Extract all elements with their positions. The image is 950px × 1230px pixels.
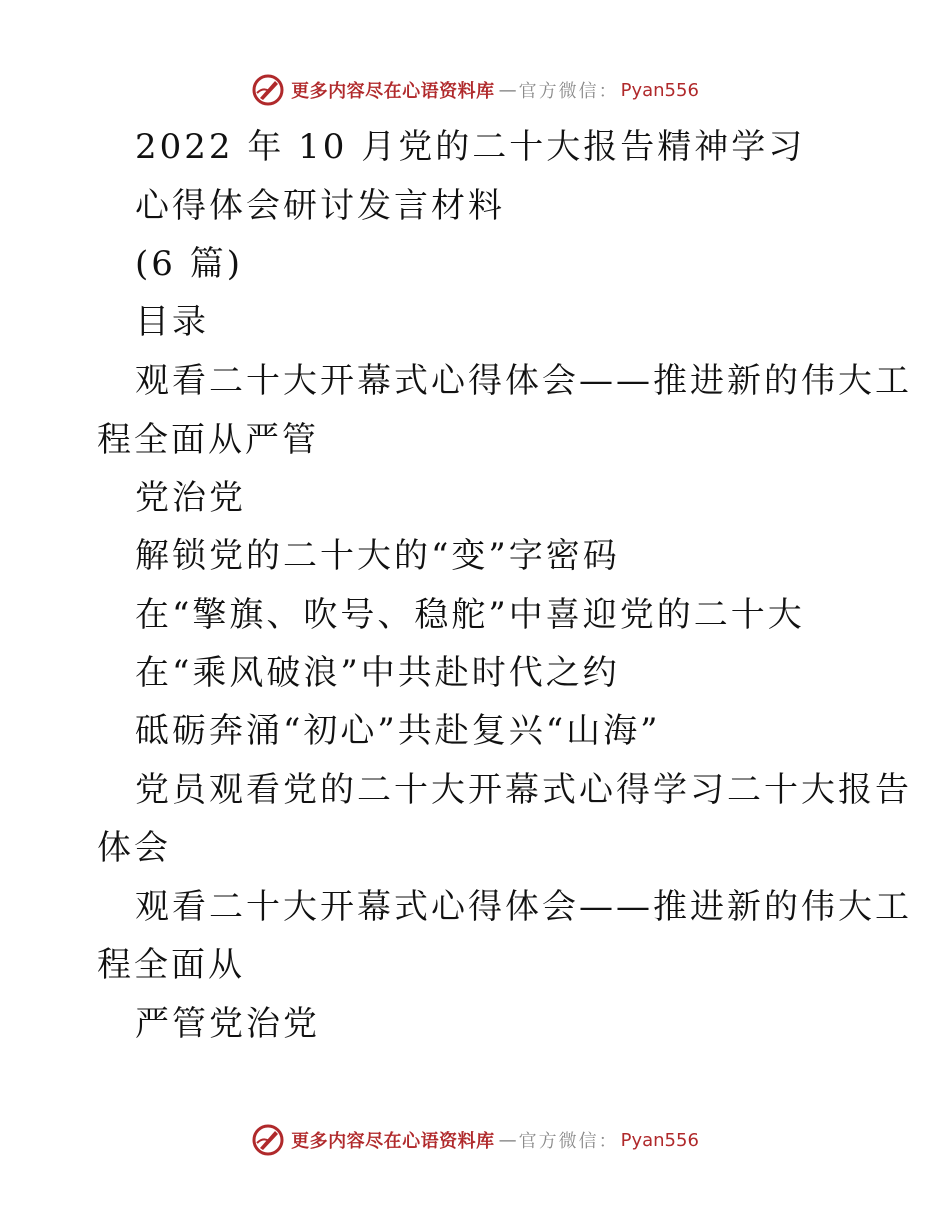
toc-item-5: 砥砺奔涌“初心”共赴复兴“山海”: [135, 711, 661, 751]
watermark-brand: 更多内容尽在心语资料库: [291, 1131, 495, 1152]
doc-title-line-1: 2022 年 10 月党的二十大报告精神学习: [135, 127, 806, 167]
section-heading-line-2: 程全面从: [97, 945, 245, 985]
watermark-banner-top: [0, 70, 950, 110]
watermark-dash: —: [498, 79, 515, 101]
watermark-dash: —: [498, 1129, 515, 1151]
watermark-contact-label: 官方微信：: [518, 81, 619, 102]
toc-item-6-line-2: 体会: [97, 828, 171, 868]
toc-item-6-line-1: 党员观看党的二十大开幕式心得学习二十大报告: [135, 770, 912, 810]
watermark-contact-label: 官方微信：: [518, 1131, 619, 1152]
toc-item-1-line-1: 观看二十大开幕式心得体会——推进新的伟大工: [135, 361, 912, 401]
watermark-handle: Pyan556: [620, 1129, 699, 1151]
section-heading-line-3: 严管党治党: [135, 1004, 320, 1044]
toc-item-2: 解锁党的二十大的“变”字密码: [135, 536, 620, 576]
doc-title-line-2: 心得体会研讨发言材料: [135, 186, 505, 226]
quill-logo-icon: [251, 73, 285, 107]
doc-title-count: (6 篇): [135, 244, 243, 284]
section-heading-line-1: 观看二十大开幕式心得体会——推进新的伟大工: [135, 887, 912, 927]
watermark-banner-bottom: [0, 1120, 950, 1160]
watermark-handle: Pyan556: [620, 79, 699, 101]
toc-item-1-line-3: 党治党: [135, 478, 246, 518]
watermark-brand: 更多内容尽在心语资料库: [291, 81, 495, 102]
toc-item-4: 在“乘风破浪”中共赴时代之约: [135, 653, 620, 693]
toc-item-3: 在“擎旗、吹号、稳舵”中喜迎党的二十大: [135, 595, 805, 635]
toc-item-1-line-2: 程全面从严管: [97, 420, 319, 460]
toc-heading: 目录: [135, 302, 209, 342]
quill-logo-icon: [251, 1123, 285, 1157]
